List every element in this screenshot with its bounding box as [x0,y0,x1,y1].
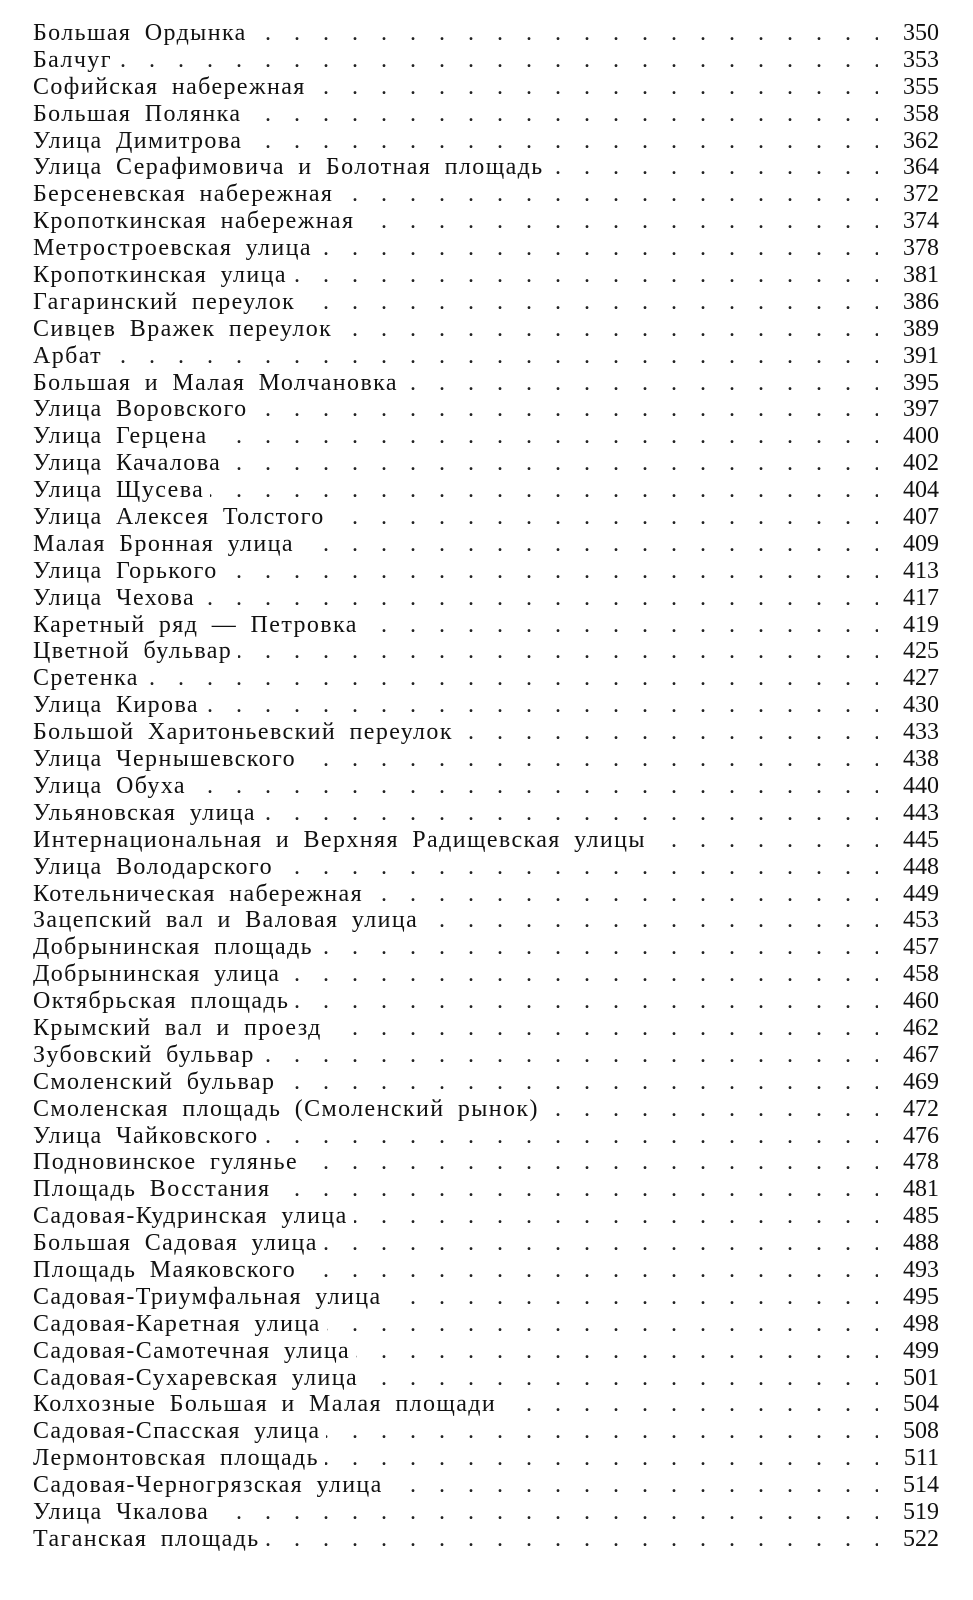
toc-entry-title: Садовая-Сухаревская улица [33,1365,364,1392]
toc-entry-title: Улица Чкалова [33,1499,215,1526]
toc-entry-page-number: 514 [879,1472,939,1499]
toc-entry-title: Большой Харитоньевский переулок [33,719,459,746]
toc-entry [0,101,973,128]
toc-entry [0,154,973,181]
toc-entry-page-number: 472 [879,1096,939,1123]
toc-entry-title: Садовая-Спасская улица [33,1418,326,1445]
toc-entry [0,1311,973,1338]
toc-entry [0,1472,973,1499]
toc-entry-page-number: 402 [879,450,939,477]
toc-entry-page-number: 427 [879,665,939,692]
toc-entry-title: Большая Полянка [33,101,247,128]
toc-entry-page-number: 425 [879,638,939,665]
toc-entry [0,1365,973,1392]
toc-entry-page-number: 364 [879,154,939,181]
toc-entry [0,773,973,800]
toc-entry-page-number: 501 [879,1365,939,1392]
toc-entry-page-number: 495 [879,1284,939,1311]
toc-entry [0,746,973,773]
toc-entry [0,343,973,370]
toc-entry-title: Сретенка [33,665,145,692]
toc-entry [0,1096,973,1123]
toc-entry [0,1284,973,1311]
toc-entry-title: Улица Щусева [33,477,210,504]
toc-entry [0,1149,973,1176]
toc-entry-title: Кропоткинская улица [33,262,293,289]
toc-entry-title: Гагаринский переулок [33,289,301,316]
toc-entry-page-number: 407 [879,504,939,531]
toc-entry-page-number: 353 [879,47,939,74]
toc-entry [0,262,973,289]
toc-entry-page-number: 511 [879,1445,939,1472]
toc-entry-page-number: 397 [879,396,939,423]
toc-entry-page-number: 467 [879,1042,939,1069]
toc-entry [0,1445,973,1472]
toc-entry-title: Улица Димитрова [33,128,248,155]
toc-entry [0,47,973,74]
toc-entry [0,1015,973,1042]
toc-entry [0,585,973,612]
toc-entry [0,1203,973,1230]
toc-entry-title: Улица Чехова [33,585,201,612]
toc-entry-title: Таганская площадь [33,1526,266,1553]
toc-entry-title: Улица Горького [33,558,224,585]
toc-entry-title: Интернациональная и Верхняя Радищевская улицы [33,827,652,854]
toc-entry-title: Площадь Маяковского [33,1257,302,1284]
toc-entry [0,504,973,531]
toc-entry [0,128,973,155]
toc-entry-page-number: 395 [879,370,939,397]
toc-entry [0,1391,973,1418]
toc-entry [0,1257,973,1284]
toc-entry [0,531,973,558]
toc-entry-title: Кропоткинская набережная [33,208,360,235]
toc-entry-page-number: 391 [879,343,939,370]
toc-entry-title: Софийская набережная [33,74,312,101]
toc-entry-page-number: 445 [879,827,939,854]
toc-entry [0,1338,973,1365]
toc-entry-page-number: 413 [879,558,939,585]
toc-entry-page-number: 469 [879,1069,939,1096]
toc-entry-page-number: 389 [879,316,939,343]
toc-entry-page-number: 498 [879,1311,939,1338]
toc-entry-page-number: 458 [879,961,939,988]
toc-entry-page-number: 350 [879,20,939,47]
toc-entry-title: Лермонтовская площадь [33,1445,325,1472]
toc-entry [0,1042,973,1069]
toc-entry-title: Ульяновская улица [33,800,262,827]
toc-entry-title: Зубовский бульвар [33,1042,261,1069]
toc-entry-title: Балчуг [33,47,118,74]
toc-entry-page-number: 378 [879,235,939,262]
toc-entry-title: Котельническая набережная [33,881,369,908]
toc-entry-title: Цветной бульвар [33,638,238,665]
toc-entry-title: Садовая-Триумфальная улица [33,1284,388,1311]
toc-entry-title: Сивцев Вражек переулок [33,316,338,343]
toc-entry [0,396,973,423]
toc-entry-page-number: 362 [879,128,939,155]
toc-entry-title: Садовая-Каретная улица [33,1311,327,1338]
toc-entry-title: Малая Бронная улица [33,531,300,558]
toc-entry-title: Крымский вал и проезд [33,1015,328,1042]
toc-entry [0,854,973,881]
toc-entry [0,1123,973,1150]
toc-entry-title: Улица Алексея Толстого [33,504,331,531]
toc-entry-title: Садовая-Кудринская улица [33,1203,354,1230]
toc-entry [0,638,973,665]
toc-entry-page-number: 404 [879,477,939,504]
toc-entry-page-number: 504 [879,1391,939,1418]
toc-entry-title: Октябрьская площадь [33,988,295,1015]
toc-entry [0,907,973,934]
toc-entry-title: Зацепский вал и Валовая улица [33,907,424,934]
toc-entry-title: Улица Чернышевского [33,746,302,773]
toc-entry-page-number: 481 [879,1176,939,1203]
toc-entry-page-number: 409 [879,531,939,558]
toc-entry-page-number: 449 [879,881,939,908]
toc-entry-title: Улица Обуха [33,773,192,800]
toc-entry-page-number: 457 [879,934,939,961]
toc-entry [0,1069,973,1096]
dot-leader [33,343,878,370]
dot-leader [33,665,878,692]
toc-entry-page-number: 485 [879,1203,939,1230]
toc-entry-title: Садовая-Самотечная улица [33,1338,356,1365]
toc-entry [0,934,973,961]
toc-entry-title: Добрынинская улица [33,961,286,988]
toc-entry-title: Добрынинская площадь [33,934,319,961]
toc-entry-title: Улица Воровского [33,396,254,423]
toc-entry-page-number: 462 [879,1015,939,1042]
toc-entry-page-number: 400 [879,423,939,450]
toc-entry [0,208,973,235]
toc-entry [0,316,973,343]
toc-entry-page-number: 499 [879,1338,939,1365]
toc-entry-title: Большая и Малая Молчановка [33,370,404,397]
toc-entry [0,988,973,1015]
toc-entry [0,692,973,719]
toc-entry-page-number: 453 [879,907,939,934]
toc-entry-title: Улица Володарского [33,854,279,881]
toc-entry [0,665,973,692]
toc-entry-page-number: 381 [879,262,939,289]
toc-entry-title: Улица Герцена [33,423,214,450]
toc-entry [0,800,973,827]
toc-entry [0,181,973,208]
toc-entry-page-number: 374 [879,208,939,235]
toc-entry-page-number: 478 [879,1149,939,1176]
toc-entry [0,961,973,988]
toc-entry-page-number: 438 [879,746,939,773]
toc-entry-title: Улица Кирова [33,692,205,719]
toc-entry [0,558,973,585]
toc-entry-title: Метростроевская улица [33,235,318,262]
toc-entry-page-number: 460 [879,988,939,1015]
toc-entry-title: Каретный ряд — Петровка [33,612,364,639]
toc-entry [0,20,973,47]
toc-entry [0,827,973,854]
toc-entry-title: Колхозные Большая и Малая площади [33,1391,502,1418]
toc-entry-page-number: 433 [879,719,939,746]
toc-entry-page-number: 508 [879,1418,939,1445]
toc-entry-page-number: 443 [879,800,939,827]
dot-leader [33,47,878,74]
toc-entry-page-number: 476 [879,1123,939,1150]
toc-entry-title: Смоленский бульвар [33,1069,281,1096]
toc-entry [0,1230,973,1257]
toc-entry [0,881,973,908]
toc-entry-page-number: 417 [879,585,939,612]
toc-entry-title: Улица Чайковского [33,1123,264,1150]
toc-entry-title: Большая Садовая улица [33,1230,324,1257]
toc-entry-title: Улица Серафимовича и Болотная площадь [33,154,550,181]
toc-entry [0,1526,973,1553]
toc-entry-page-number: 488 [879,1230,939,1257]
toc-entry-page-number: 430 [879,692,939,719]
toc-entry [0,235,973,262]
toc-entry-title: Подновинское гулянье [33,1149,304,1176]
toc-entry [0,370,973,397]
toc-entry [0,477,973,504]
toc-entry-page-number: 440 [879,773,939,800]
toc-entry [0,1499,973,1526]
toc-entry [0,289,973,316]
toc-entry-page-number: 419 [879,612,939,639]
toc-entry-page-number: 372 [879,181,939,208]
toc-entry [0,1418,973,1445]
toc-entry-page-number: 519 [879,1499,939,1526]
toc-entry-page-number: 358 [879,101,939,128]
toc-entry [0,612,973,639]
toc-entry-page-number: 522 [879,1526,939,1553]
toc-entry-page-number: 386 [879,289,939,316]
toc-entry [0,450,973,477]
toc-entry-page-number: 448 [879,854,939,881]
toc-entry-title: Площадь Восстания [33,1176,276,1203]
toc-entry-title: Арбат [33,343,108,370]
table-of-contents [0,20,973,1553]
toc-entry [0,719,973,746]
toc-entry [0,74,973,101]
toc-entry [0,1176,973,1203]
toc-entry-title: Садовая-Черногрязская улица [33,1472,389,1499]
toc-entry-page-number: 355 [879,74,939,101]
toc-entry-title: Берсеневская набережная [33,181,339,208]
toc-entry [0,423,973,450]
toc-entry-title: Улица Качалова [33,450,227,477]
toc-entry-title: Большая Ордынка [33,20,253,47]
toc-entry-page-number: 493 [879,1257,939,1284]
toc-entry-title: Смоленская площадь (Смоленский рынок) [33,1096,545,1123]
